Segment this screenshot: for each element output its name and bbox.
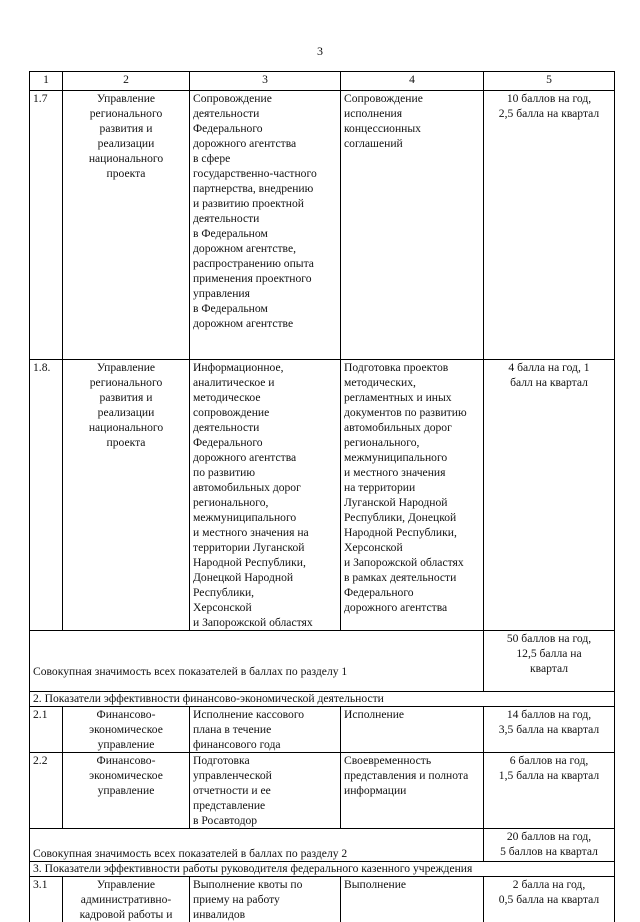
table-row [30,707,615,753]
section-1-total-score: 50 баллов на год, 12,5 балла на квартал [484,631,615,692]
page-number: 3 [0,44,640,59]
header-col-3: 3 [190,72,341,91]
row-indicator: Выполнение [341,877,484,922]
row-function: Информационное, аналитическое и методическое сопровождение деятельности Федерального дорожного агентства по развитию автомобильных дорог регионального, межмуниципального и местного значения на территории Луганской Народной Республики, Донецкой Народной Республики, Херсонской и Запорожской областях [190,360,341,631]
table-row [30,91,615,360]
section-2-total-row [30,829,615,862]
row-indicator: Исполнение [341,707,484,753]
row-number: 2.2 [30,753,63,829]
table-row [30,753,615,829]
section-1-total-label: Совокупная значимость всех показателей в баллах по разделу 1 [30,631,484,692]
row-division: Управление регионального развития и реализации национального проекта [63,360,190,631]
header-col-4: 4 [341,72,484,91]
header-col-1: 1 [30,72,63,91]
row-number: 1.7 [30,91,63,360]
row-score: 10 баллов на год, 2,5 балла на квартал [484,91,615,360]
row-score: 4 балла на год, 1 балл на квартал [484,360,615,631]
row-indicator: Сопровождение исполнения концессионных соглашений [341,91,484,360]
row-function: Выполнение квоты по приему на работу инвалидов [190,877,341,922]
header-col-5: 5 [484,72,615,91]
row-number: 1.8. [30,360,63,631]
row-division: Финансово- экономическое управление [63,753,190,829]
table-header-row [30,72,615,91]
row-function: Исполнение кассового плана в течение финансового года [190,707,341,753]
table-row [30,360,615,631]
section-3-heading-row [30,862,615,877]
row-function: Сопровождение деятельности Федерального дорожного агентства в сфере государственно-частного партнерства, внедрению и развитию проектной деятельности в Федеральном дорожном агентстве, распространению опыта применения проектного управления в Федеральном дорожном агентстве [190,91,341,360]
section-2-total-score: 20 баллов на год, 5 баллов на квартал [484,829,615,862]
row-division: Управление регионального развития и реализации национального проекта [63,91,190,360]
table-row [30,877,615,922]
section-1-total-row [30,631,615,692]
row-division: Финансово- экономическое управление [63,707,190,753]
row-number: 2.1 [30,707,63,753]
row-score: 2 балла на год, 0,5 балла на квартал [484,877,615,922]
indicators-table [29,71,615,922]
row-score: 14 баллов на год, 3,5 балла на квартал [484,707,615,753]
row-division: Управление административно- кадровой работы и [63,877,190,922]
header-col-2: 2 [63,72,190,91]
row-score: 6 баллов на год, 1,5 балла на квартал [484,753,615,829]
section-2-heading-row [30,692,615,707]
row-indicator: Подготовка проектов методических, регламентных и иных документов по развитию автомобильных дорог регионального, межмуниципального и местного значения на территории Луганской Народной Республики, Донецкой Народной Республики, Херсонской и Запорожской областях в рамках деятельности Федерального дорожного агентства [341,360,484,631]
section-2-heading: 2. Показатели эффективности финансово-экономической деятельности [30,692,615,707]
section-3-heading: 3. Показатели эффективности работы руководителя федерального казенного учреждения [30,862,615,877]
row-number: 3.1 [30,877,63,922]
row-indicator: Своевременность представления и полнота информации [341,753,484,829]
section-2-total-label: Совокупная значимость всех показателей в баллах по разделу 2 [30,829,484,862]
row-function: Подготовка управленческой отчетности и ее представление в Росавтодор [190,753,341,829]
